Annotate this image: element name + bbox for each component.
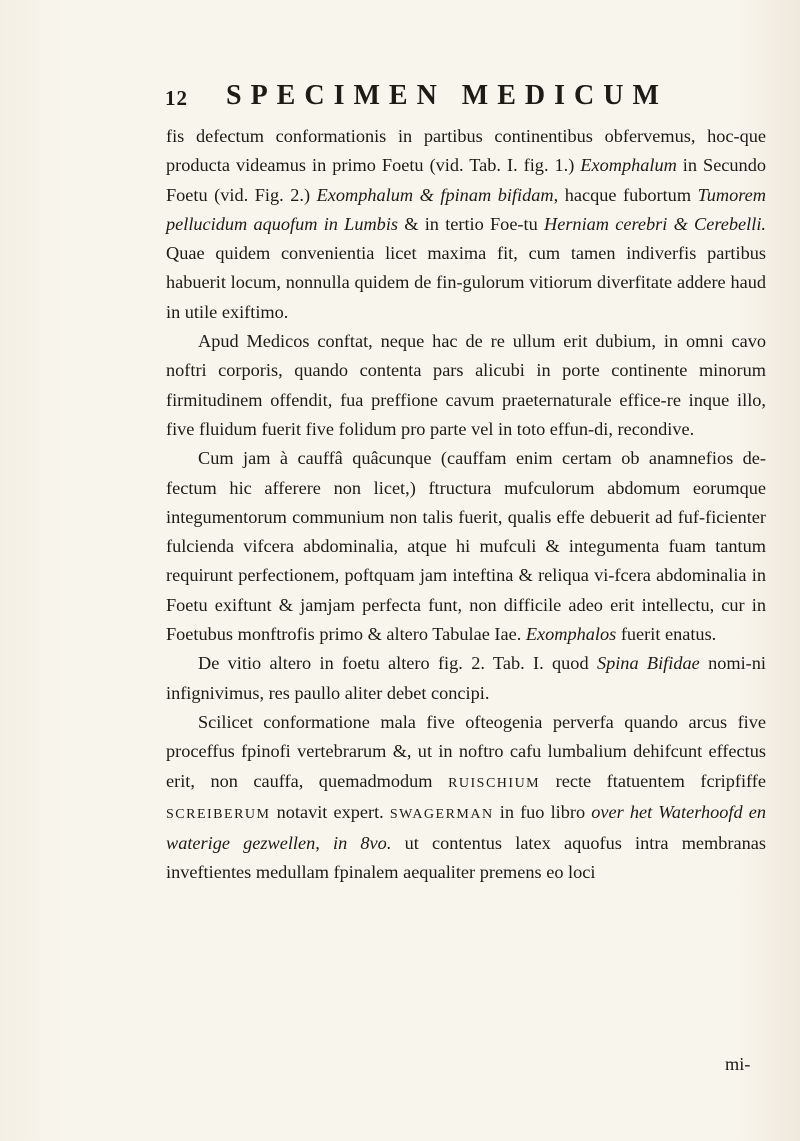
text-run: notavit expert. [270,801,390,822]
text-run: Cum jam à cauffâ quâcunque (cauffam enim certam ob anamnefios de-fectum hic afferere non licet,) ftructura mufculorum abdomum eorumque integumentorum communium non talis fuerit, qualis effe debuerit ad fuf-ficienter fulcienda vifcera abdominalia, atque hi mufculi & integumenta fuam tantum requirunt perfectionem, poftquam jam inteftina & reliqua vi-fcera abdominalia in Foetu exiftunt & jamjam perfecta funt, non difficile adeo erit intellectu, cur in Foetubus monftrofis primo & altero Tabulae Iae. [166,448,766,645]
paragraph [166,708,766,888]
text-run: Quae quidem convenientia licet maxima fit, cum tamen indiverfis partibus habuerit locum, nonnulla quidem de fin-gulorum vitiorum diverfitate addere haud in utile exiftimo. [166,243,766,322]
italic-phrase: Herniam cerebri & Cerebelli. [544,213,766,234]
paragraph [166,122,766,327]
paragraph [166,327,766,444]
author-name: SCREIBERUM [166,806,271,822]
text-run: recte ftatuentem fcripfiffe [540,770,767,791]
text-run: Apud Medicos conftat, neque hac de re ullum erit dubium, in omni cavo noftri corporis, quando contenta pars alicubi in porte continente minorum firmitudinem offendit, fua preffione cavum praeternaturale effice-re inque illo, five fluidum fuerit five folidum pro parte vel in toto effun-di, recondive. [166,331,766,439]
running-head: SPECIMEN MEDICUM [226,80,668,111]
text-run: in Secundo Foetu (vid. Fig. 2.) [166,155,766,205]
text-run: fuerit enatus. [616,624,717,645]
italic-phrase: Exomphalum & fpinam bifidam [316,184,554,205]
author-name: RUISCHIUM [448,775,541,791]
paragraph [166,444,766,649]
text-run: fis defectum conformationis in partibus continentibus obfervemus, hoc-que producta videamus in primo Foetu (vid. Tab. I. fig. 1.) [166,126,766,176]
italic-phrase: Exomphalos [525,624,617,645]
text-run: nomi-ni infignivimus, res paullo aliter debet concipi. [166,653,766,703]
italic-phrase: Spina Bifidae [596,653,700,674]
text-run: in fuo libro [493,801,592,822]
body-text [166,122,766,888]
italic-phrase: over het Waterhoofd en waterige gezwellen, in 8vo. [166,801,766,854]
text-run: & in tertio Foe-tu [398,213,544,234]
italic-phrase: Exomphalum [580,155,677,176]
catchword: mi- [725,1054,751,1074]
text-run: Scilicet conformatione mala five ofteogenia perverfa quando arcus five proceffus fpinofi vertebrarum &, ut in noftro cafu lumbalium dehifcunt effectus erit, non cauffa, quemadmodum [166,711,766,791]
italic-phrase: Tumorem pellucidum aquofum in Lumbis [166,184,766,234]
text-run: , hacque fubortum [553,184,698,205]
author-name: SWAGERMAN [389,806,494,822]
text-run: ut contentus latex aquofus intra membranas inveftientes medullam fpinalem aequaliter premens eo loci [166,833,766,883]
paragraph [166,649,766,708]
page-number: 12 [165,86,188,110]
text-run: De vitio altero in foetu altero fig. 2. Tab. I. quod [198,653,597,674]
